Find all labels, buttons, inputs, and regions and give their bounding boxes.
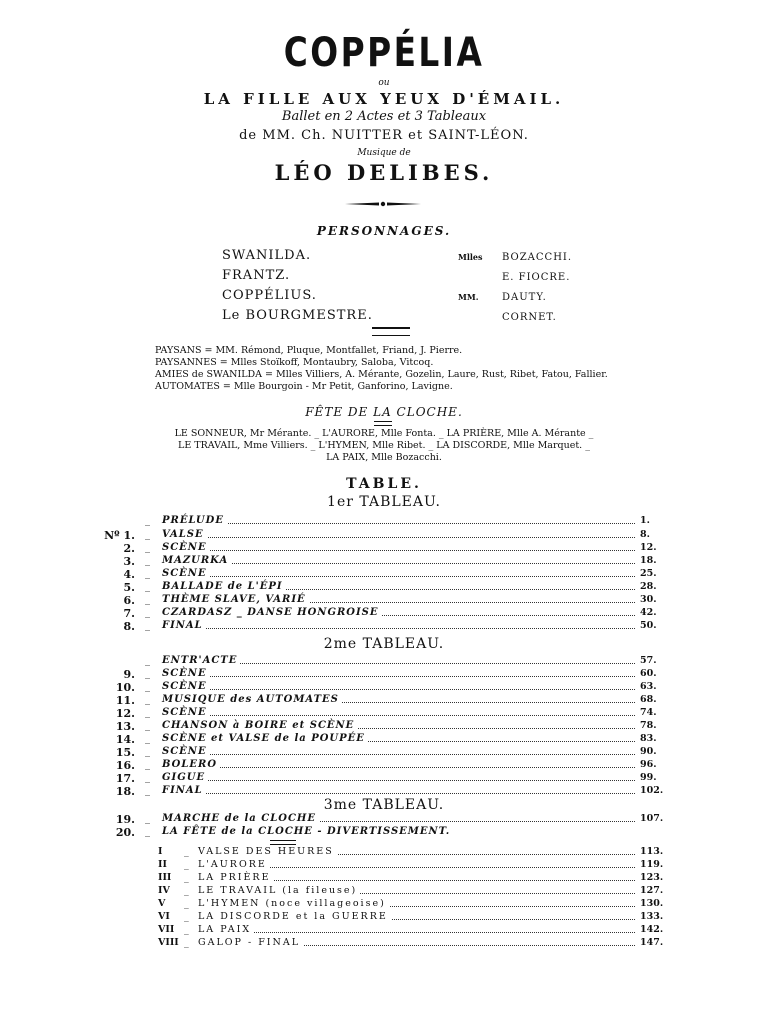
ou-connector: ou [378,78,390,88]
entry-dash: _ [145,555,150,566]
entry-dash: _ [184,911,189,922]
leader-dots [162,780,635,781]
cast-actor: DAUTY. [502,292,547,303]
entry-title: ENTR'ACTE [162,655,240,666]
cast-actor: E. FIOCRE. [502,272,571,283]
entry-dash: _ [145,529,150,540]
table-row [90,581,680,594]
roman-numeral: VII [158,924,175,935]
entry-page: 63. [640,681,657,692]
cast-actor: CORNET. [502,312,557,323]
table-heading: TABLE. [346,476,422,492]
table-row [90,655,680,668]
entry-dash: _ [145,772,150,783]
entry-dash: _ [145,655,150,666]
entry-dash: _ [184,885,189,896]
table-row [90,681,680,694]
entry-title: BALLADE de L'ÉPI [162,581,286,592]
table-row [90,568,680,581]
entry-title: CHANSON à BOIRE et SCÈNE [162,720,357,731]
entry-title: LA FÊTE de la CLOCHE - DIVERTISSEMENT. [162,826,453,837]
entry-page: 133. [640,911,664,922]
list-item [158,898,680,911]
roman-numeral: VI [158,911,170,922]
entry-dash: _ [145,542,150,553]
entry-page: 28. [640,581,657,592]
ensemble-line: AMIES de SWANILDA = Mlles Villiers, A. Mérante, Gozelin, Laure, Rust, Ribet, Fatou, Fallier. [155,369,608,380]
work-title: COPPÉLIA [283,30,485,76]
table-row [90,594,680,607]
entry-number: 15. [115,746,135,759]
entry-number: 20. [115,826,135,839]
entry-dash: _ [184,937,189,948]
cast-prefix: Mlles [458,252,483,262]
table-row [90,668,680,681]
entry-title: FINAL [162,785,206,796]
roman-numeral: III [158,872,172,883]
table-row [90,733,680,746]
entry-dash: _ [145,594,150,605]
list-item [158,937,680,950]
table-row [90,529,680,542]
entry-title: SCÈNE [162,746,210,757]
table-row [90,694,680,707]
roman-numeral: V [158,898,166,909]
roman-numeral: IV [158,885,170,896]
entry-page: 83. [640,733,657,744]
entry-number: 18. [115,785,135,798]
entry-number: 8. [123,620,135,633]
ensemble-line: PAYSANS = MM. Rémond, Pluque, Montfallet, Friand, J. Pierre. [155,345,463,356]
librettists: de MM. Ch. NUITTER et SAINT-LÉON. [239,128,529,143]
entry-title: LA DISCORDE et la GUERRE [198,911,391,922]
cast-prefix: MM. [458,292,479,302]
entry-number: 6. [123,594,135,607]
entry-dash: _ [184,872,189,883]
entry-dash: _ [145,759,150,770]
leader-dots [162,676,635,677]
entry-dash: _ [145,581,150,592]
entry-number: 9. [123,668,135,681]
table-row [90,555,680,568]
entry-number: Nº 1. [104,529,135,542]
entry-page: 99. [640,772,657,783]
table-row [90,542,680,555]
entry-page: 127. [640,885,664,896]
entry-dash: _ [145,720,150,731]
table-row [90,813,680,826]
entry-number: 16. [115,759,135,772]
entry-title: CZARDASZ _ DANSE HONGROISE [162,607,382,618]
table-row [90,620,680,633]
entry-page: 96. [640,759,657,770]
small-rule [374,421,392,426]
entry-title: SCÈNE et VALSE de la POUPÉE [162,733,368,744]
roman-numeral: I [158,846,163,857]
leader-dots [162,550,635,551]
entry-number: 12. [115,707,135,720]
entry-title: MUSIQUE des AUTOMATES [162,694,342,705]
entry-page: 57. [640,655,657,666]
entry-title: GIGUE [162,772,208,783]
musique-de-label: Musique de [357,148,411,158]
leader-dots [162,754,635,755]
entry-dash: _ [184,846,189,857]
double-rule [372,327,410,336]
entry-page: 142. [640,924,664,935]
entry-page: 18. [640,555,657,566]
entry-page: 130. [640,898,664,909]
entry-number: 19. [115,813,135,826]
entry-title: SCÈNE [162,681,210,692]
entry-dash: _ [184,924,189,935]
entry-number: 10. [115,681,135,694]
roman-numeral: II [158,859,167,870]
entry-dash: _ [145,568,150,579]
entry-title: SCÈNE [162,707,210,718]
entry-title: L'HYMEN (noce villageoise) [198,898,389,909]
fete-line: LE SONNEUR, Mr Mérante. _ L'AURORE, Mlle Fonta. _ LA PRIÈRE, Mlle A. Mérante _ [174,428,594,439]
fete-heading: FÊTE DE LA CLOCHE. [305,405,463,419]
entry-dash: _ [145,733,150,744]
ornament-divider [345,200,421,208]
entry-page: 12. [640,542,657,553]
entry-page: 90. [640,746,657,757]
table-row [90,707,680,720]
entry-title: GALOP - FINAL [198,937,303,948]
entry-page: 25. [640,568,657,579]
ensemble-line: PAYSANNES = Mlles Stoïkoff, Montaubry, Saloba, Vitcoq. [155,357,434,368]
entry-dash: _ [145,707,150,718]
entry-page: 1. [640,515,650,526]
personnages-heading: PERSONNAGES. [316,224,452,238]
entry-number: 13. [115,720,135,733]
leader-dots [162,537,635,538]
entry-page: 113. [640,846,664,857]
leader-dots [162,576,635,577]
cast-role: SWANILDA. [222,248,312,263]
entry-title: SCÈNE [162,668,210,679]
entry-title: VALSE DES HEURES [198,846,337,857]
entry-number: 2. [123,542,135,555]
entry-dash: _ [145,813,150,824]
entry-dash: _ [145,785,150,796]
work-subtitle: LA FILLE AUX YEUX D'ÉMAIL. [203,90,565,108]
entry-number: 5. [123,581,135,594]
entry-title: MARCHE de la CLOCHE [162,813,319,824]
entry-dash: _ [145,694,150,705]
entry-page: 50. [640,620,657,631]
entry-dash: _ [145,620,150,631]
cast-role: FRANTZ. [222,268,291,283]
list-item [158,859,680,872]
leader-dots [162,689,635,690]
table-row [90,772,680,785]
entry-dash: _ [184,859,189,870]
entry-title: L'AURORE [198,859,270,870]
entry-number: 17. [115,772,135,785]
list-item [158,885,680,898]
table-row [90,515,680,528]
fete-line: LE TRAVAIL, Mme Villiers. _ L'HYMEN, Mlle Ribet. _ LA DISCORDE, Mlle Marquet. _ [178,440,590,451]
table-row [90,607,680,620]
tableau-1-heading: 1er TABLEAU. [327,494,441,510]
entry-number: 4. [123,568,135,581]
entry-number: 14. [115,733,135,746]
entry-title: MAZURKA [162,555,231,566]
entry-title: THÈME SLAVE, VARIÉ [162,594,309,605]
list-item [158,911,680,924]
ensemble-line: AUTOMATES = Mlle Bourgoin - Mr Petit, Ganforino, Lavigne. [155,381,453,392]
table-row [90,720,680,733]
entry-dash: _ [145,668,150,679]
entry-title: LE TRAVAIL (la fileuse) [198,885,360,896]
entry-page: 123. [640,872,664,883]
cast-role: COPPÉLIUS. [222,288,317,303]
leader-dots [162,628,635,629]
entry-page: 78. [640,720,657,731]
leader-dots [162,523,635,524]
ballet-description: Ballet en 2 Actes et 3 Tableaux [281,109,487,124]
entry-page: 119. [640,859,664,870]
entry-page: 42. [640,607,657,618]
entry-page: 68. [640,694,657,705]
entry-page: 8. [640,529,650,540]
list-item [158,846,680,859]
entry-page: 30. [640,594,657,605]
entry-dash: _ [145,826,150,837]
entry-page: 74. [640,707,657,718]
entry-page: 107. [640,813,664,824]
entry-dash: _ [145,681,150,692]
roman-numeral: VIII [158,937,179,948]
entry-page: 102. [640,785,664,796]
entry-title: LA PRIÈRE [198,872,274,883]
entry-title: PRÉLUDE [162,515,227,526]
entry-page: 147. [640,937,664,948]
entry-title: SCÈNE [162,568,210,579]
entry-dash: _ [145,607,150,618]
small-rule [270,840,296,845]
leader-dots [198,932,635,933]
entry-title: LA PAIX [198,924,254,935]
tableau-3-heading: 3me TABLEAU. [323,797,445,813]
table-row [90,826,680,839]
entry-page: 60. [640,668,657,679]
entry-number: 7. [123,607,135,620]
entry-title: SCÈNE [162,542,210,553]
leader-dots [162,767,635,768]
composer-name: LÉO DELIBES. [274,160,494,185]
cast-actor: BOZACCHI. [502,252,573,263]
entry-dash: _ [184,898,189,909]
entry-number: 11. [115,694,135,707]
leader-dots [162,793,635,794]
tableau-2-heading: 2me TABLEAU. [323,636,445,652]
cast-role: Le BOURGMESTRE. [222,308,373,323]
table-row [90,746,680,759]
list-item [158,924,680,937]
entry-dash: _ [145,746,150,757]
entry-number: 3. [123,555,135,568]
entry-title: VALSE [162,529,207,540]
entry-title: FINAL [162,620,206,631]
entry-dash: _ [145,515,150,526]
leader-dots [162,563,635,564]
fete-line: LA PAIX, Mlle Bozacchi. [326,452,442,463]
leader-dots [162,715,635,716]
list-item [158,872,680,885]
table-row [90,759,680,772]
entry-title: BOLERO [162,759,220,770]
